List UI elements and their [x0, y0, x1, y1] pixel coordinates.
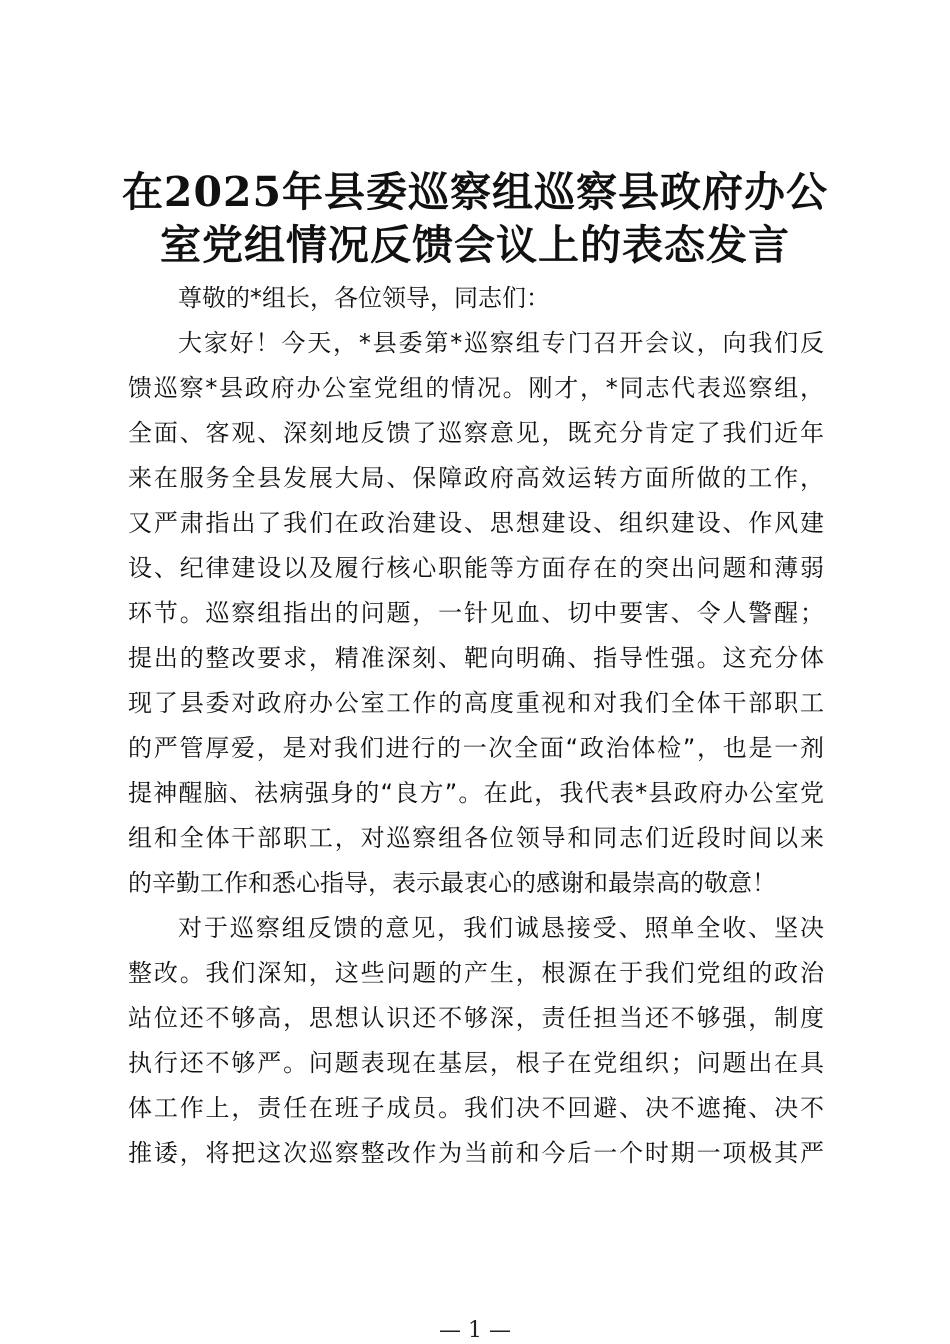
paragraph-2 — [128, 906, 824, 1176]
salutation — [128, 276, 824, 321]
paragraph-line: 执行还不够严。问题表现在基层，根子在党组织；问题出在具 — [128, 1049, 824, 1077]
title-line-1: 在2025年县委巡察组巡察县政府办公 — [121, 168, 829, 216]
paragraph-line: 全面、客观、深刻地反馈了巡察意见，既充分肯定了我们近年 — [128, 419, 824, 447]
paragraph-line: 馈巡察*县政府办公室党组的情况。刚才，*同志代表巡察组， — [128, 374, 824, 402]
paragraph-line: 来在服务全县发展大局、保障政府高效运转方面所做的工作， — [128, 464, 824, 492]
paragraph-line: 体工作上，责任在班子成员。我们决不回避、决不遮掩、决不 — [128, 1094, 824, 1122]
paragraph-line: 的辛勤工作和悉心指导，表示最衷心的感谢和最崇高的敬意！ — [128, 869, 776, 897]
paragraph-line: 推诿，将把这次巡察整改作为当前和今后一个时期一项极其严 — [128, 1139, 824, 1167]
paragraph-line: 现了县委对政府办公室工作的高度重视和对我们全体干部职工 — [128, 689, 824, 717]
paragraph-line: 对于巡察组反馈的意见，我们诚恳接受、照单全收、坚决 — [178, 914, 824, 942]
paragraph-line: 站位还不够高，思想认识还不够深，责任担当还不够强，制度 — [128, 1004, 824, 1032]
paragraph-line: 提出的整改要求，精准深刻、靶向明确、指导性强。这充分体 — [128, 644, 824, 672]
paragraph-line: 组和全体干部职工，对巡察组各位领导和同志们近段时间以来 — [128, 824, 824, 852]
paragraph-line: 又严肃指出了我们在政治建设、思想建设、组织建设、作风建 — [128, 509, 824, 537]
paragraph-line: 大家好！今天，*县委第*巡察组专门召开会议，向我们反 — [178, 329, 824, 357]
paragraph-line: 提神醒脑、祛病强身的“良方”。在此，我代表*县政府办公室党 — [128, 779, 824, 807]
paragraph-line: 设、纪律建设以及履行核心职能等方面存在的突出问题和薄弱 — [128, 554, 824, 582]
paragraph-line: 的严管厚爱，是对我们进行的一次全面“政治体检”，也是一剂 — [128, 734, 824, 762]
paragraph-line: 环节。巡察组指出的问题，一针见血、切中要害、令人警醒； — [128, 599, 824, 627]
paragraph-line: 整改。我们深知，这些问题的产生，根源在于我们党组的政治 — [128, 959, 824, 987]
page-number: — 1 — — [439, 1318, 511, 1343]
paragraph-1 — [128, 321, 824, 906]
salutation-text: 尊敬的*组长，各位领导，同志们： — [178, 284, 550, 312]
title-line-2: 室党组情况反馈会议上的表态发言 — [160, 221, 790, 269]
document-title — [110, 166, 840, 272]
document-body — [128, 276, 824, 1176]
